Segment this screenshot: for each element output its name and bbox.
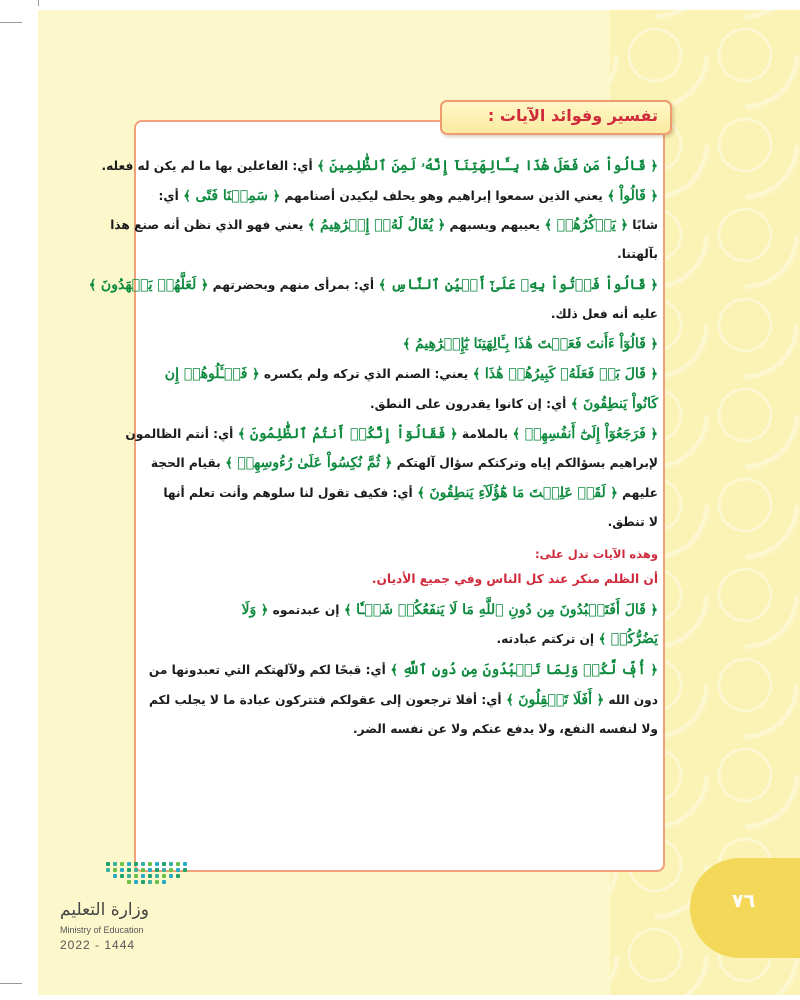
logo-dot — [162, 868, 166, 872]
logo-dot — [155, 880, 159, 884]
logo-dot — [134, 874, 138, 878]
logo-dot — [162, 862, 166, 866]
verse-text: قَالَ أَفَتَعۡبُدُونَ مِن دُونِ ٱللَّهِ مَا لَا يَنفَعُكُمۡ شَيۡـٔٗا — [356, 602, 646, 618]
logo-dot — [148, 868, 152, 872]
verse-text: سَمِعۡنَا فَتًى — [195, 188, 269, 204]
text-line — [165, 366, 658, 382]
verse-bracket: ﴿ — [256, 603, 269, 618]
logo-dot — [120, 862, 124, 866]
commentary-text: بالملامة — [457, 427, 509, 441]
logo-dot — [155, 874, 159, 878]
text-line — [372, 572, 658, 586]
verse-bracket: ﴿ — [592, 693, 605, 708]
text-line — [353, 722, 658, 736]
logo-dot — [148, 862, 152, 866]
logo-dot — [134, 862, 138, 866]
commentary-text: لإبراهيم بسؤالكم إياه وتركتكم سؤال آلهتكم — [392, 456, 658, 470]
logo-dot — [106, 862, 110, 866]
commentary-text: أي: أفلا ترجعون إلى عقولكم فتتركون عبادة ما لا يجلب لكم — [148, 693, 502, 707]
text-line — [608, 515, 658, 529]
text-line — [497, 631, 658, 647]
logo-dot — [148, 880, 152, 884]
verse-bracket: ﴾ — [339, 603, 357, 618]
commentary-text: دون الله — [604, 693, 658, 707]
verse-bracket: ﴿ — [645, 278, 658, 293]
verse-bracket: ﴾ — [508, 427, 525, 442]
verse-bracket: ﴾ — [566, 397, 583, 412]
verse-bracket: ﴿ — [445, 427, 458, 442]
logo-dot — [120, 874, 124, 878]
verse-text: فَسۡـَٔلُوهُمۡ إِن — [164, 366, 248, 382]
text-line — [101, 158, 658, 174]
verse-text: أَفَلَا تَعۡقِلُونَ — [518, 692, 592, 708]
logo-dot — [141, 862, 145, 866]
verse-bracket: ﴾ — [233, 427, 251, 442]
verse-bracket: ﴿ — [196, 278, 209, 293]
logo-dot — [113, 862, 117, 866]
verse-bracket: ﴿ — [645, 189, 658, 204]
text-line — [617, 247, 658, 261]
commentary-text: أي: إن كانوا يقدرون على النطق. — [369, 397, 567, 411]
verse-text: يَضُرُّكُمۡ — [610, 631, 658, 647]
commentary-text: يعيبهم ويسبهم — [445, 218, 540, 232]
logo-dot — [169, 868, 173, 872]
text-line — [159, 188, 658, 204]
verse-text: أُفّٖ لَّكُمۡ وَلِمَا تَعۡبُدُونَ مِن دُونِ ٱللَّهِ — [402, 662, 646, 678]
verse-bracket: ﴿ — [645, 159, 658, 174]
text-line — [370, 396, 658, 412]
verse-bracket: ﴾ — [501, 693, 519, 708]
verse-text: قَالُواْ مَن فَعَلَ هَٰذَا بِـَٔالِهَتِنَآ إِنَّهُۥ لَمِنَ ٱلظَّٰلِمِينَ — [329, 158, 646, 174]
commentary-text: عليهم — [617, 486, 658, 500]
verse-text: لَقَدۡ عَلِمۡتَ مَا هَٰٓؤُلَآءِ يَنطِقُونَ — [429, 485, 606, 501]
verse-bracket: ﴾ — [303, 218, 321, 233]
verse-bracket: ﴿ — [645, 427, 658, 442]
logo-dot — [141, 868, 145, 872]
lesson-point: أن الظلم منكر عند كل الناس وفي جميع الأديان. — [371, 572, 658, 586]
commentary-text: لا تنطق. — [607, 515, 658, 529]
text-line — [89, 277, 658, 293]
verse-bracket: ﴿ — [645, 337, 658, 352]
section-title: تفسير وفوائد الآيات : — [487, 106, 658, 125]
verse-text: فَقَالُوٓاْ إِنَّكُمۡ أَنتُمُ ٱلظَّٰلِمُونَ — [250, 426, 446, 442]
text-line — [125, 426, 658, 442]
logo-dot — [141, 874, 145, 878]
verse-bracket: ﴿ — [645, 663, 658, 678]
verse-bracket: ﴾ — [88, 278, 101, 293]
verse-bracket: ﴾ — [594, 632, 611, 647]
logo-dot — [176, 862, 180, 866]
text-line — [535, 547, 658, 561]
crop-mark — [0, 983, 22, 984]
verse-text: فَرَجَعُوٓاْ إِلَىٰٓ أَنفُسِهِمۡ — [524, 426, 646, 442]
logo-dot — [113, 868, 117, 872]
commentary-text: أي: فكيف تقول لنا سلوهم وأنت تعلم أنها — [163, 486, 413, 500]
text-line — [110, 217, 658, 233]
commentary-text: يعني الذين سمعوا إبراهيم وهو يحلف ليكيدن أصنامهم — [280, 189, 603, 203]
logo-dot — [162, 880, 166, 884]
verse-text: قَالُوٓاْ ءَأَنتَ فَعَلۡتَ هَٰذَا بِـَٔالِهَتِنَا يَٰٓإِبۡرَٰهِيمُ — [415, 336, 646, 352]
logo-dot — [134, 868, 138, 872]
logo-dot — [155, 868, 159, 872]
commentary-text: أي: — [158, 189, 179, 203]
verse-bracket: ﴾ — [412, 486, 430, 501]
ministry-logo — [58, 862, 208, 972]
subheading: وهذه الآيات تدل على: — [535, 547, 658, 561]
text-line — [149, 692, 658, 708]
ministry-name-arabic: وزارة التعليم — [60, 900, 149, 920]
logo-dot — [127, 880, 131, 884]
logo-dot — [113, 874, 117, 878]
verse-text: قَالُواْ — [619, 188, 646, 204]
logo-dot — [169, 862, 173, 866]
text-line — [151, 455, 658, 471]
commentary-text: أي: أنتم الظالمون — [125, 427, 234, 441]
verse-bracket: ﴾ — [312, 159, 330, 174]
commentary-text: عليه أنه فعل ذلك. — [550, 307, 658, 321]
crop-mark — [38, 0, 39, 6]
commentary-text: أي: الفاعلين بها ما لم يكن له فعله. — [101, 159, 313, 173]
logo-dot — [134, 880, 138, 884]
verse-text: وَلَا — [241, 602, 257, 618]
logo-dot — [127, 862, 131, 866]
ministry-name-english: Ministry of Education — [60, 925, 144, 935]
crop-mark — [0, 22, 22, 23]
logo-dot — [176, 874, 180, 878]
verse-bracket: ﴾ — [468, 367, 485, 382]
verse-text: يُقَالُ لَهُۥٓ إِبۡرَٰهِيمُ — [320, 217, 434, 233]
verse-bracket: ﴿ — [433, 218, 446, 233]
verse-text: لَعَلَّهُمۡ يَشۡهَدُونَ — [100, 277, 197, 293]
commentary-text: إن عبدتموه — [268, 603, 340, 617]
verse-bracket: ﴿ — [268, 189, 281, 204]
section-title-box — [440, 100, 672, 135]
verse-bracket: ﴾ — [402, 337, 416, 352]
verse-text: يَذۡكُرُهُمۡ — [556, 217, 616, 233]
commentary-text: ولا لنفسه النفع، ولا يدفع عنكم ولا عن نفسه الضر. — [353, 722, 658, 736]
commentary-text: بقيام الحجة — [150, 456, 221, 470]
text-line — [149, 662, 658, 678]
text-line — [242, 602, 658, 618]
logo-dot — [120, 868, 124, 872]
commentary-text: بآلهتنا. — [617, 247, 658, 261]
verse-bracket: ﴾ — [385, 663, 403, 678]
verse-bracket: ﴾ — [602, 189, 620, 204]
verse-bracket: ﴿ — [615, 218, 629, 233]
logo-dot — [106, 868, 110, 872]
logo-dot — [127, 874, 131, 878]
logo-dot — [162, 874, 166, 878]
commentary-text: إن تركتم عبادته. — [496, 632, 595, 646]
verse-bracket: ﴿ — [645, 603, 658, 618]
verse-bracket: ﴿ — [380, 456, 393, 471]
commentary-text: يعني فهو الذي نظن أنه صنع هذا — [110, 218, 304, 232]
verse-bracket: ﴿ — [645, 367, 658, 382]
logo-dot — [127, 868, 131, 872]
logo-dot — [169, 874, 173, 878]
logo-dot — [141, 880, 145, 884]
verse-text: قَالَ بَلۡ فَعَلَهُۥ كَبِيرُهُمۡ هَٰذَا — [484, 366, 646, 382]
logo-dot — [176, 868, 180, 872]
commentary-text: أي: قبحًا لكم ولآلهتكم التي تعبدونها من — [148, 663, 386, 677]
verse-bracket: ﴿ — [605, 486, 618, 501]
page-number-tab — [690, 858, 800, 958]
verse-text: ثُمَّ نُكِسُواْ عَلَىٰ رُءُوسِهِمۡ — [237, 455, 381, 471]
text-line — [163, 485, 658, 501]
verse-bracket: ﴾ — [220, 456, 238, 471]
logo-dot — [183, 862, 187, 866]
verse-bracket: ﴾ — [374, 278, 391, 293]
edition-year: 2022 - 1444 — [60, 938, 136, 952]
logo-dot — [155, 862, 159, 866]
logo-dot — [148, 874, 152, 878]
verse-text: قَالُواْ فَأۡتُواْ بِهِۦ عَلَىٰٓ أَعۡيُنِ ٱلنَّاسِ — [390, 277, 646, 293]
commentary-text: أي: بمرأى منهم وبحضرتهم — [208, 278, 375, 292]
verse-bracket: ﴾ — [178, 189, 196, 204]
verse-bracket: ﴿ — [247, 367, 260, 382]
text-line — [403, 336, 658, 352]
commentary-text: شابًا — [628, 218, 658, 232]
logo-dot — [183, 868, 187, 872]
text-line — [551, 307, 658, 321]
verse-text: كَانُواْ يَنطِقُونَ — [582, 396, 658, 412]
page-number: ٧٦ — [732, 890, 756, 912]
commentary-text: يعني: الصنم الذي تركه ولم يكسره — [259, 367, 469, 381]
verse-bracket: ﴾ — [539, 218, 557, 233]
